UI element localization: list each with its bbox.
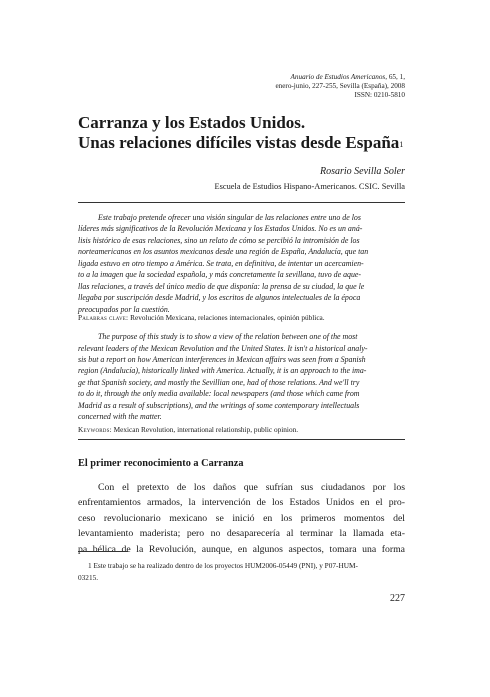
author-affiliation: Escuela de Estudios Hispano-Americanos. CSIC. Sevilla — [214, 182, 405, 191]
section-heading: El primer reconocimiento a Carranza — [78, 458, 244, 469]
journal-header — [165, 73, 405, 100]
abstract-es-line: norteamericanos en los asuntos mexicanos desde una región de España, Andalucía, que tan — [78, 247, 369, 257]
abstract-es-line: preocupados por la cuestión. — [78, 304, 170, 314]
footnote-rule — [78, 551, 128, 552]
abstract-es-line: líderes más significativos de la Revolución Mexicana y los Estados Unidos. No es un aná- — [78, 224, 363, 234]
body-line: pa bélica de la Revolución, aunque, en algunos aspectos, tomara una forma — [78, 543, 405, 555]
title-line-1: Carranza y los Estados Unidos. — [78, 113, 306, 132]
footnote — [78, 560, 405, 584]
abstract-es-line: Este trabajo pretende ofrecer una visión singular de las relaciones entre uno de los — [98, 213, 361, 222]
abstract-en-line: ge that Spanish society, and mostly the Sevillian one, had of those relations. And we'll try — [78, 377, 360, 387]
title-line-2-text: Unas relaciones difíciles vistas desde España — [78, 133, 400, 152]
abstract-en-line: to do it, through the only media available: local newspapers (and those which came from — [78, 389, 360, 399]
footnote-line: 03215. — [78, 573, 99, 582]
title-line-2 — [78, 133, 418, 153]
keywords-spanish — [78, 313, 405, 323]
journal-name: Anuario de Estudios Americanos — [290, 73, 386, 81]
article-title — [78, 113, 418, 153]
body-paragraph — [78, 480, 405, 557]
title-footnote-mark: 1 — [399, 140, 404, 149]
abstract-en-line: Madrid as a result of subscriptions), and the writings of some contemporary intellectuals — [78, 400, 360, 410]
keywords-es-label: Palabras clave: — [78, 313, 129, 322]
journal-line-1 — [165, 73, 405, 82]
journal-issn: ISSN: 0210-5810 — [354, 91, 405, 99]
abstract-top-rule — [78, 202, 405, 203]
body-line: enfrentamientos armados, la intervención de los Estados Unidos en el pro- — [78, 497, 405, 509]
keywords-en-text: Mexican Revolution, international relationship, public opinion. — [111, 425, 299, 434]
keywords-es-text: Revolución Mexicana, relaciones internacionales, opinión pública. — [128, 313, 325, 322]
abstract-es-line: lisis histórico de esas relaciones, sino un relato de cómo se percibió la intromisión de los — [78, 236, 360, 245]
body-line: Con el pretexto de los daños que sufrían sus ciudadanos por los — [98, 482, 405, 493]
abstract-bottom-rule — [78, 439, 405, 440]
abstract-english-cont — [78, 343, 405, 423]
abstract-en-line: sis but a report on how American interferences in Mexican affairs was seen from a Spanish — [78, 354, 366, 364]
abstract-spanish — [78, 212, 405, 235]
journal-volume: , 65, 1, — [385, 73, 405, 81]
abstract-es-line: llas relaciones, a través del único medio de que disponía: la prensa de su ciudad, la que le — [78, 281, 365, 291]
body-line: levantamiento maderista; pero no desaparecería al terminar la llamada eta- — [78, 528, 405, 540]
abstract-es-line: ligada estuvo en otro tiempo a América. Se trata, en definitiva, de intentar un acercamien- — [78, 258, 364, 268]
keywords-en-label: Keywords: — [78, 425, 112, 434]
abstract-en-line: The purpose of this study is to show a view of the relation between one of the most — [98, 332, 358, 341]
journal-line-2: enero-junio, 227-255, Sevilla (España), 2008 — [275, 82, 405, 90]
author-name: Rosario Sevilla Soler — [320, 166, 405, 177]
keywords-english — [78, 425, 405, 435]
abstract-es-line: to a la imagen que la sociedad española, y más concretamente la sevillana, tuvo de aque- — [78, 270, 362, 280]
abstract-english — [78, 331, 405, 342]
footnote-line: 1 Este trabajo se ha realizado dentro de los proyectos HUM2006-05449 (PNI), y P07-HUM- — [88, 561, 358, 570]
abstract-en-line: relevant leaders of the Mexican Revolution and the United States. It isn't a historical analy- — [78, 343, 368, 353]
page-number: 227 — [390, 593, 405, 604]
abstract-es-line: llegaba por suscripción desde Madrid, y los escritos de algunos intelectuales de la época — [78, 293, 361, 303]
abstract-en-line: concerned with the matter. — [78, 412, 162, 422]
body-line: ceso revolucionario mexicano se inició en los primeros momentos del — [78, 512, 405, 524]
abstract-spanish-cont — [78, 235, 405, 315]
abstract-en-line: region (Andalucía), historically linked with America. Actually, it is an approach to the ima- — [78, 366, 367, 376]
